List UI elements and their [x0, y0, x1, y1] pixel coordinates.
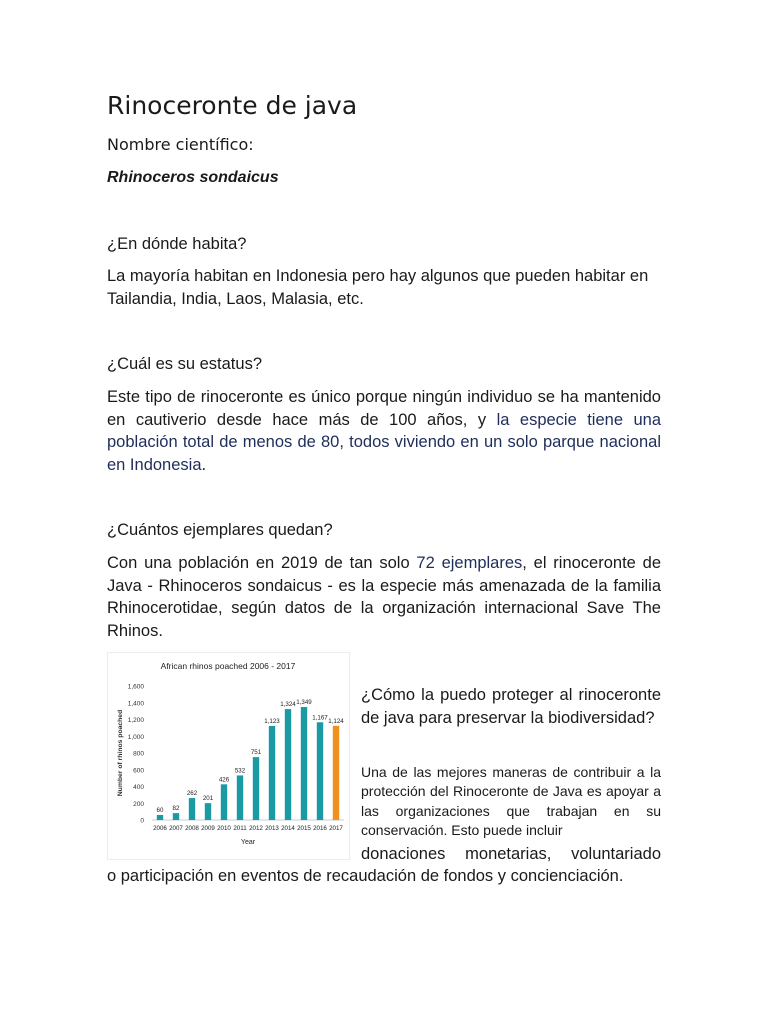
question-count: ¿Cuántos ejemplares quedan? — [107, 521, 333, 539]
bar-2011 — [237, 775, 243, 820]
protect-text-end: o participación en eventos de recaudación de fondos y concienciación. — [107, 867, 624, 885]
count-text-end: , el rinoceronte de Java - Rhinoceros sondaicus - es la especie más amenazada de la familia Rhinocerotidae, según datos de la organización internacional Save The Rhinos. — [107, 554, 661, 640]
data-label-2013: 1,123 — [264, 717, 280, 725]
bar-2010 — [221, 784, 227, 820]
x-axis-label: Year — [240, 839, 256, 846]
status-text — [107, 386, 661, 476]
data-label-2006: 60 — [156, 806, 164, 814]
x-tick-label-2014: 2014 — [281, 825, 295, 832]
status-text-end: . — [201, 455, 207, 474]
data-label-2012: 751 — [250, 749, 262, 757]
y-tick-label: 200 — [133, 800, 144, 808]
data-label-2010: 426 — [218, 776, 230, 784]
data-label-2017: 1,124 — [328, 717, 344, 725]
data-label-2009: 201 — [202, 795, 214, 803]
data-label-2016: 1,167 — [312, 714, 328, 722]
x-tick-label-2012: 2012 — [249, 825, 263, 832]
bar-2017 — [333, 726, 339, 820]
data-label-2007: 82 — [172, 805, 180, 813]
x-tick-label-2006: 2006 — [153, 825, 167, 832]
bar-2012 — [253, 757, 259, 820]
y-tick-label: 1,200 — [127, 717, 144, 724]
x-tick-label-2017: 2017 — [329, 825, 343, 832]
data-label-2014: 1,324 — [280, 701, 296, 709]
poaching-chart-svg — [108, 653, 349, 859]
x-tick-label-2011: 2011 — [233, 825, 247, 832]
y-tick-label: 1,600 — [127, 683, 144, 691]
chart-title: African rhinos poached 2006 - 2017 — [160, 661, 296, 671]
question-status: ¿Cuál es su estatus? — [107, 355, 262, 373]
scientific-name-label: Nombre científico: — [107, 135, 254, 154]
poaching-chart — [107, 652, 350, 860]
bar-2008 — [189, 798, 195, 820]
question-habitat: ¿En dónde habita? — [107, 235, 247, 253]
y-tick-label: 1,400 — [127, 700, 144, 708]
y-tick-label: 400 — [133, 784, 144, 791]
bar-2014 — [285, 709, 291, 820]
count-text — [107, 552, 661, 642]
scientific-name: Rhinoceros sondaicus — [107, 169, 279, 186]
bar-2006 — [157, 815, 163, 820]
data-label-2011: 532 — [234, 767, 246, 775]
y-tick-label: 0 — [140, 817, 144, 825]
x-tick-label-2015: 2015 — [297, 825, 311, 832]
x-tick-label-2016: 2016 — [313, 825, 327, 832]
bar-2016 — [317, 722, 323, 820]
bar-2009 — [205, 803, 211, 820]
x-tick-label-2013: 2013 — [265, 825, 279, 832]
y-tick-label: 1,000 — [127, 733, 144, 741]
data-label-2015: 1,349 — [296, 699, 312, 707]
y-tick-label: 600 — [133, 767, 144, 775]
x-tick-label-2010: 2010 — [217, 825, 231, 832]
y-tick-label: 800 — [133, 750, 144, 758]
x-tick-label-2008: 2008 — [185, 825, 199, 832]
x-tick-label-2007: 2007 — [169, 825, 183, 832]
y-axis-label: Number of rhinos poached — [117, 709, 124, 797]
habitat-text: La mayoría habitan en Indonesia pero hay algunos que pueden habitar en Tailandia, India, Laos, Malasia, etc. — [107, 267, 649, 308]
page-title: Rinoceronte de java — [107, 91, 358, 120]
question-protect: ¿Cómo la puedo proteger al rinoceronte de java para preservar la biodiversidad? — [361, 686, 661, 727]
x-tick-label-2009: 2009 — [201, 825, 215, 832]
bar-2007 — [173, 813, 179, 820]
bar-2013 — [269, 726, 275, 820]
protect-text-continued: donaciones monetarias, voluntariado — [361, 845, 661, 863]
count-text-start: Con una población en 2019 de tan solo — [107, 554, 417, 572]
count-link[interactable]: 72 ejemplares — [416, 554, 523, 572]
data-label-2008: 262 — [186, 790, 198, 798]
status-link[interactable]: la especie tiene una población total de menos de 80, todos viviendo en un solo parque nacional en Indonesia — [107, 410, 661, 474]
protect-text: Una de las mejores maneras de contribuir a la protección del Rinoceronte de Java es apoyar a las organizaciones que trabajan en su conservación. Esto puede incluir — [361, 764, 661, 838]
bar-2015 — [301, 707, 307, 820]
status-text-start: Este tipo de rinoceronte es único porque ningún individuo se ha mantenido en cautiverio desde hace más de 100 años, y — [107, 388, 661, 429]
